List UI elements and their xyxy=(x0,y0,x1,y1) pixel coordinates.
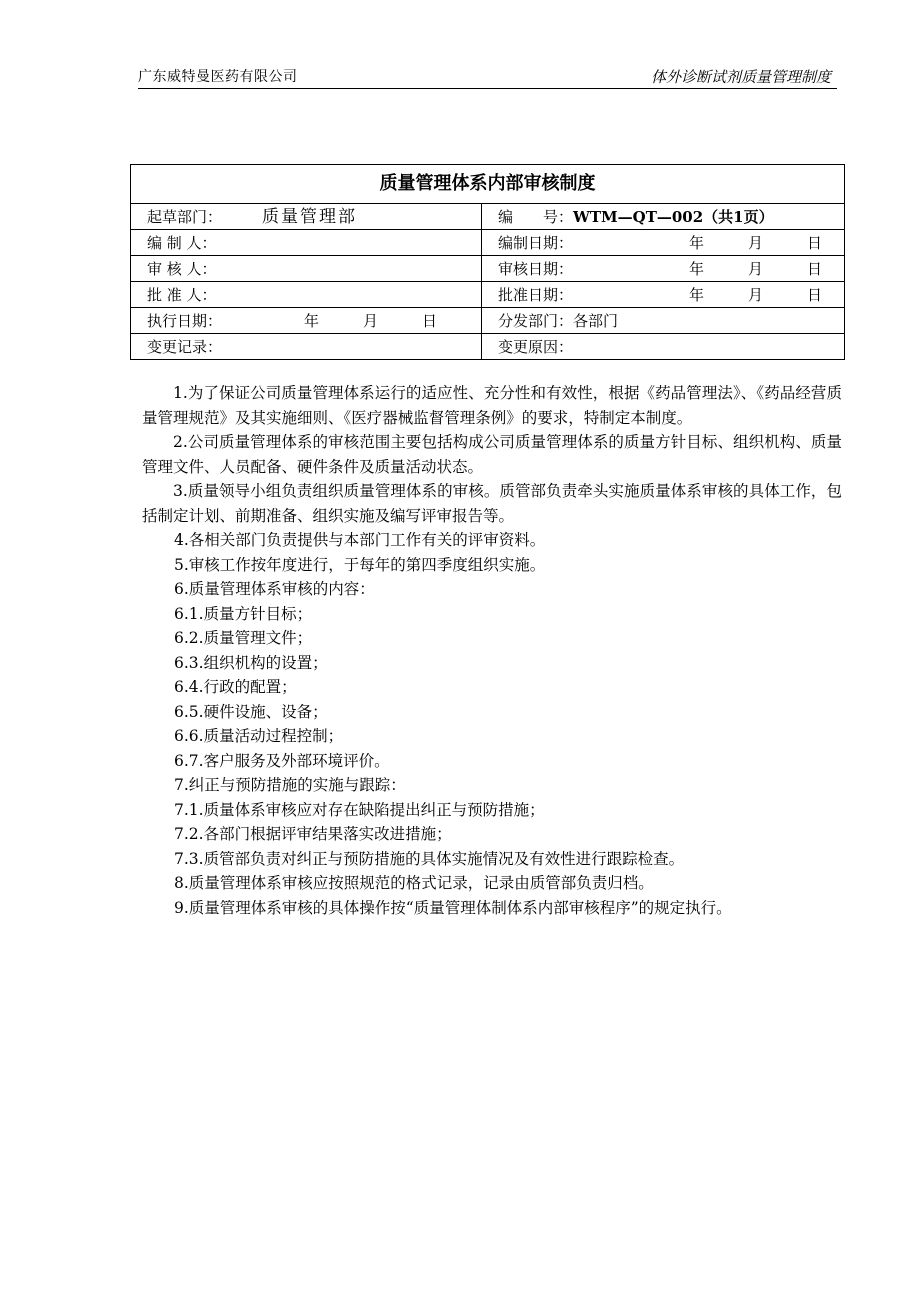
draft-dept-label: 起草部门： xyxy=(147,207,223,226)
reviewer-label: 审 核 人： xyxy=(147,259,217,278)
paragraph-7-2: 7.2.各部门根据评审结果落实改进措施； xyxy=(174,825,452,843)
compile-date-label: 编制日期： xyxy=(498,233,574,252)
paragraph-5: 5.审核工作按年度进行，于每年的第四季度组织实施。 xyxy=(174,555,546,574)
code-cell xyxy=(482,204,845,230)
paragraph-8: 8.质量管理体系审核应按照规范的格式记录，记录由质管部负责归档。 xyxy=(174,874,654,892)
paragraph-9: 9.质量管理体系审核的具体操作按“质量管理体制体系内部审核程序”的规定执行。 xyxy=(174,898,732,917)
change-record-cell xyxy=(131,334,482,360)
paragraph-4: 4.各相关部门负责提供与本部门工作有关的评审资料。 xyxy=(174,531,546,549)
paragraph-6-4: 6.4.行政的配置； xyxy=(174,678,297,696)
paragraph-6-2: 6.2.质量管理文件； xyxy=(174,629,313,647)
review-date-value xyxy=(689,257,844,281)
paragraph-1: 1.为了保证公司质量管理体系运行的适应性、充分性和有效性，根据《药品管理法》、《药品经营质量管理规范》及其实施细则、《医疗器械监督管理条例》的要求，特制定本制度。 xyxy=(142,384,842,427)
distribution-cell xyxy=(482,308,845,334)
compiler-label: 编 制 人： xyxy=(147,233,217,252)
paragraph-6: 6.质量管理体系审核的内容： xyxy=(174,580,375,598)
reviewer-cell xyxy=(131,256,482,282)
paragraph-6-1: 6.1.质量方针目标； xyxy=(174,604,313,623)
exec-date-value xyxy=(304,309,437,333)
review-date-cell xyxy=(482,256,845,282)
compile-date-cell xyxy=(482,230,845,256)
year-unit: 年 xyxy=(688,259,704,278)
day-unit: 日 xyxy=(806,285,822,304)
year-unit: 年 xyxy=(688,285,704,304)
month-unit: 月 xyxy=(747,285,763,304)
exec-date-label: 执行日期： xyxy=(147,311,223,330)
year-unit: 年 xyxy=(688,233,704,252)
approve-date-cell xyxy=(482,282,845,308)
approver-cell xyxy=(131,282,482,308)
manual-title: 体外诊断试剂质量管理制度 xyxy=(650,68,831,86)
day-unit: 日 xyxy=(422,311,438,330)
paragraph-3: 3.质量领导小组负责组织质量管理体系的审核。质管部负责牵头实施质量体系审核的具体工作，包括制定计划、前期准备、组织实施及编写评审报告等。 xyxy=(142,482,842,525)
approve-date-label: 批准日期： xyxy=(498,285,574,304)
change-record-label: 变更记录： xyxy=(147,337,223,356)
paragraph-6-3: 6.3.组织机构的设置； xyxy=(174,653,328,672)
year-unit: 年 xyxy=(304,311,320,330)
compiler-cell xyxy=(131,230,482,256)
paragraph-6-5: 6.5.硬件设施、设备； xyxy=(174,702,328,721)
distribution-value: 各部门 xyxy=(573,311,619,330)
change-reason-cell xyxy=(482,334,845,360)
review-date-label: 审核日期： xyxy=(498,259,574,278)
change-reason-label: 变更原因： xyxy=(498,337,574,356)
approver-label: 批 准 人： xyxy=(147,285,217,304)
company-name: 广东威特曼医药有限公司 xyxy=(138,69,298,85)
paragraph-7: 7.纠正与预防措施的实施与跟踪： xyxy=(174,776,406,794)
paragraph-2: 2.公司质量管理体系的审核范围主要包括构成公司质量管理体系的质量方针目标、组织机构、质量管理文件、人员配备、硬件条件及质量活动状态。 xyxy=(142,433,842,476)
draft-dept-value: 质量管理部 xyxy=(262,206,358,227)
paragraph-7-3: 7.3.质管部负责对纠正与预防措施的具体实施情况及有效性进行跟踪检查。 xyxy=(174,849,685,868)
code-label: 编 号： xyxy=(498,207,574,226)
exec-date-cell xyxy=(131,308,482,334)
day-unit: 日 xyxy=(806,233,822,252)
code-value: WTM—QT—002（共1页） xyxy=(573,207,774,226)
month-unit: 月 xyxy=(747,233,763,252)
document-info-table xyxy=(130,164,845,360)
compile-date-value xyxy=(689,231,844,255)
draft-dept-cell xyxy=(131,204,482,230)
distribution-label: 分发部门： xyxy=(498,311,574,330)
document-body xyxy=(142,381,842,920)
approve-date-value xyxy=(689,283,844,307)
month-unit: 月 xyxy=(363,311,379,330)
day-unit: 日 xyxy=(806,259,822,278)
page-header xyxy=(138,64,837,89)
month-unit: 月 xyxy=(747,259,763,278)
paragraph-6-6: 6.6.质量活动过程控制； xyxy=(174,727,344,745)
paragraph-6-7: 6.7.客户服务及外部环境评价。 xyxy=(174,751,390,770)
paragraph-7-1: 7.1.质量体系审核应对存在缺陷提出纠正与预防措施； xyxy=(174,800,545,819)
document-title: 质量管理体系内部审核制度 xyxy=(131,165,845,204)
